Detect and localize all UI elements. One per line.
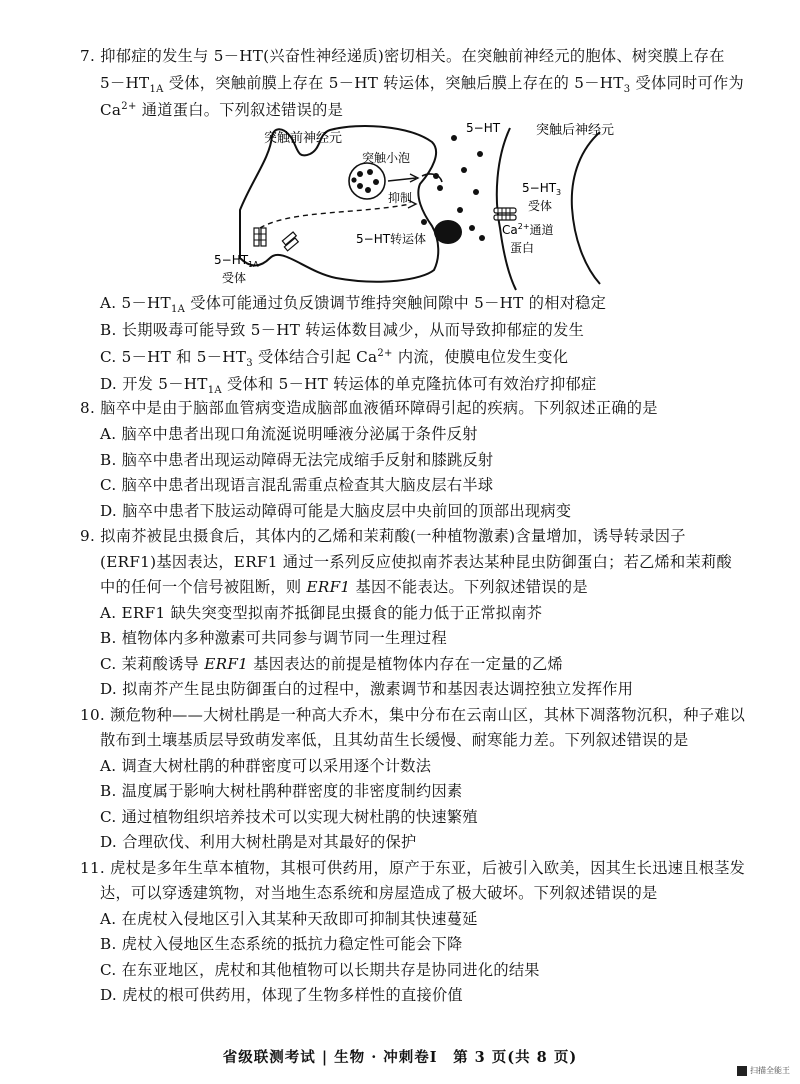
q10-option-c: C. 通过植物组织培养技术可以实现大树杜鹃的快速繁殖 <box>100 808 478 826</box>
q9-option-a: A. ERF1 缺失突变型拟南芥抵御昆虫摄食的能力低于正常拟南芥 <box>100 604 543 622</box>
q11-option-a: A. 在虎杖入侵地区引入其某种天敌即可抑制其快速蔓延 <box>100 910 478 928</box>
label-vesicle: 突触小泡 <box>362 151 411 165</box>
q8-stem: 8. 脑卒中是由于脑部血管病变造成脑部血液循环障碍引起的疾病。下列叙述正确的是 <box>80 399 658 417</box>
q11-stem-line-2: 达，可以穿透建筑物，对当地生态系统和房屋造成了极大破坏。下列叙述错误的是 <box>100 884 658 902</box>
label-ht3: $5-HT_3$ <box>522 181 562 197</box>
page-footer: 省级联测考试 | 生物 · 冲刺卷Ⅰ 第 3 页(共 8 页) <box>222 1049 578 1066</box>
q9-stem-line-2: (ERF1)基因表达，ERF1 通过一系列反应使拟南芥表达某种昆虫防御蛋白；若乙烯和茉莉酸 <box>100 553 732 571</box>
ht1a-receptor <box>254 228 266 246</box>
label-transporter: 5−HT转运体 <box>356 232 427 246</box>
label-ht1a-receptor: 受体 <box>222 271 247 285</box>
q10-option-a: A. 调查大树杜鹃的种群密度可以采用逐个计数法 <box>100 757 432 775</box>
q10-option-b: B. 温度属于影响大树杜鹃种群密度的非密度制约因素 <box>100 782 463 800</box>
label-ht3-receptor: 受体 <box>528 199 553 213</box>
q7-stem-line-1: 7. 抑郁症的发生与 5－HT(兴奋性神经递质)密切相关。在突触前神经元的胞体、树突膜上存在 <box>80 47 725 65</box>
q8-option-b: B. 脑卒中患者出现运动障碍无法完成缩手反射和膝跳反射 <box>100 451 494 469</box>
q9-stem-line-3: 中的任何一个信号被阻断，则 ERF1 基因不能表达。下列叙述错误的是 <box>100 578 588 596</box>
label-inhibit: 抑制 <box>388 191 413 205</box>
q11-stem-line-1: 11. 虎杖是多年生草本植物，其根可供药用，原产于东亚，后被引入欧美，因其生长迅速且根茎发 <box>80 859 746 877</box>
q7-option-c: C. 5－HT 和 $5-HT_3$ 受体结合引起 $Ca^{2+}$ 内流，使膜电位发生变化 <box>100 347 569 370</box>
synapse-diagram <box>210 118 615 290</box>
scanner-watermark: 扫描全能王 <box>737 1065 790 1076</box>
transporter <box>434 220 462 244</box>
q7-stem-line-2: $5-HT_{1A}$ 受体，突触前膜上存在 5－HT 转运体，突触后膜上存在的 $5-HT_3$ 受体同时可作为 <box>100 74 744 96</box>
q8-option-d: D. 脑卒中患者下肢运动障碍可能是大脑皮层中央前回的顶部出现病变 <box>100 502 572 520</box>
q9-option-b: B. 植物体内多种激素可共同参与调节同一生理过程 <box>100 629 447 647</box>
label-ht1a: $5-HT_{1A}$ <box>214 253 259 269</box>
qr-icon <box>737 1066 747 1076</box>
inhibition-arrow <box>260 204 410 228</box>
q9-option-c: C. 茉莉酸诱导 ERF1 基因表达的前提是植物体内存在一定量的乙烯 <box>100 655 564 673</box>
q7-stem-line-3: $Ca^{2+}$ 通道蛋白。下列叙述错误的是 <box>100 100 344 119</box>
label-pre-neuron: 突触前神经元 <box>264 131 343 146</box>
label-ca-protein: 蛋白 <box>510 241 535 255</box>
q7-option-a: A. $5-HT_{1A}$ 受体可能通过负反馈调节维持突触间隙中 5－HT 的相对稳定 <box>100 294 607 316</box>
q10-option-d: D. 合理砍伐、利用大树杜鹃是对其最好的保护 <box>100 833 417 851</box>
q8-option-a: A. 脑卒中患者出现口角流涎说明唾液分泌属于条件反射 <box>100 425 478 443</box>
q10-stem-line-1: 10. 濒危物种——大树杜鹃是一种高大乔木，集中分布在云南山区，其林下凋落物沉积，种子难以 <box>80 706 746 724</box>
q9-option-d: D. 拟南芥产生昆虫防御蛋白的过程中，激素调节和基因表达调控独立发挥作用 <box>100 680 634 698</box>
q10-stem-line-2: 散布到土壤基质层导致萌发率低，且其幼苗生长缓慢、耐寒能力差。下列叙述错误的是 <box>100 731 689 749</box>
q8-option-c: C. 脑卒中患者出现语言混乱需重点检查其大脑皮层右半球 <box>100 476 494 494</box>
q11-option-b: B. 虎杖入侵地区生态系统的抵抗力稳定性可能会下降 <box>100 935 463 953</box>
q7-option-b: B. 长期吸毒可能导致 5－HT 转运体数目减少，从而导致抑郁症的发生 <box>100 321 585 339</box>
label-post-neuron: 突触后神经元 <box>536 123 615 138</box>
q11-option-c: C. 在东亚地区，虎杖和其他植物可以长期共存是协同进化的结果 <box>100 961 540 979</box>
label-ca-channel: $Ca^{2+}$通道 <box>502 222 554 237</box>
q9-stem-line-1: 9. 拟南芥被昆虫摄食后，其体内的乙烯和茉莉酸(一种植物激素)含量增加，诱导转录因子 <box>80 527 686 545</box>
label-ht: 5−HT <box>466 121 501 135</box>
q7-option-d: D. 开发 $5-HT_{1A}$ 受体和 5－HT 转运体的单克隆抗体可有效治疗抑郁症 <box>100 375 597 397</box>
q11-option-d: D. 虎杖的根可供药用，体现了生物多样性的直接价值 <box>100 986 463 1004</box>
